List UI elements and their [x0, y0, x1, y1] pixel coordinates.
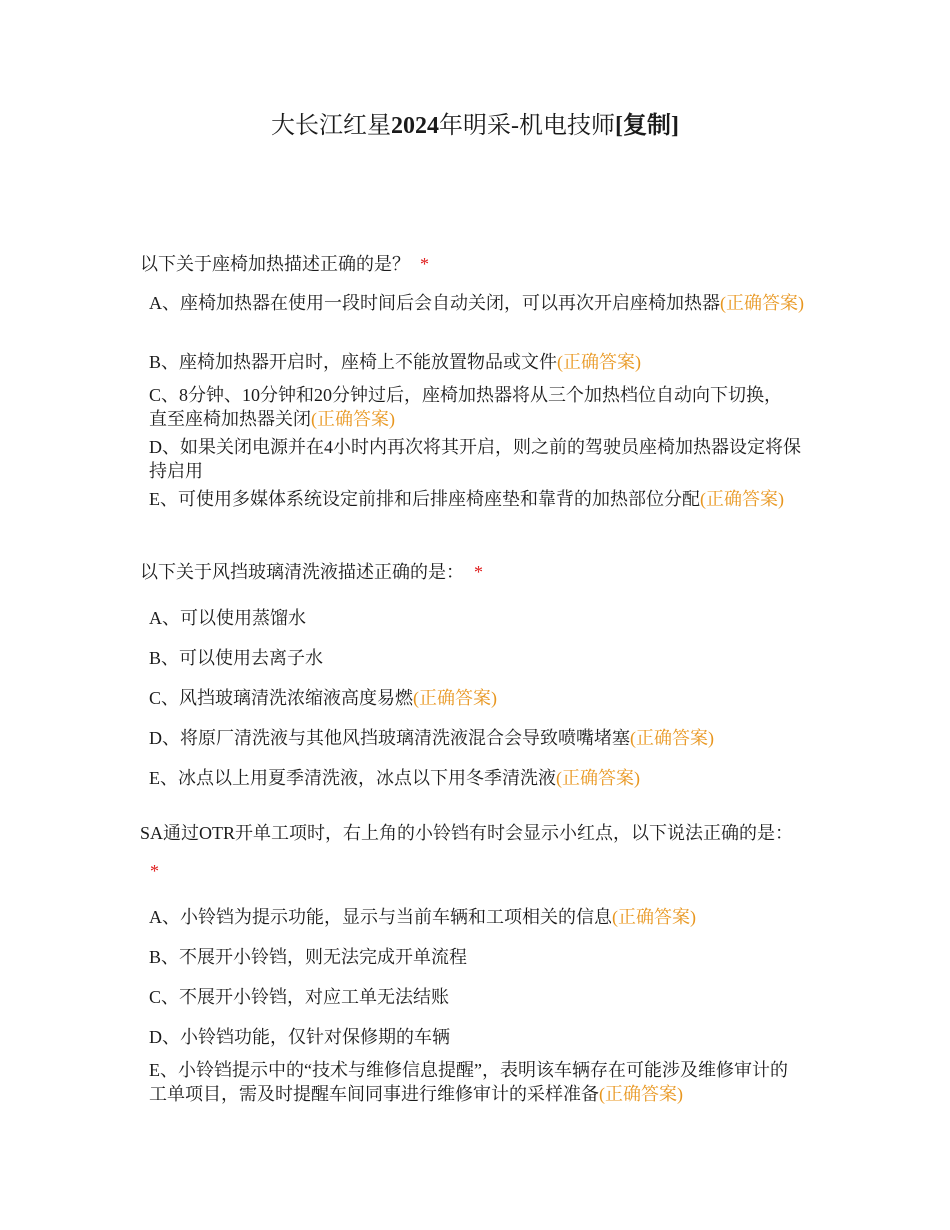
- required-mark: *: [150, 861, 159, 881]
- option-text: B、座椅加热器开启时，座椅上不能放置物品或文件: [149, 352, 558, 372]
- correct-answer-tag: (正确答案): [612, 907, 696, 927]
- question-text: SA通过OTR开单工项时，右上角的小铃铛有时会显示小红点，以下说法正确的是：: [140, 823, 794, 843]
- option-text: B、可以使用去离子水: [149, 648, 324, 668]
- option-text: A、座椅加热器在使用一段时间后会自动关闭，可以再次开启座椅加热器: [149, 293, 720, 313]
- option-1b[interactable]: [149, 350, 804, 374]
- required-mark: *: [420, 254, 429, 274]
- option-1c[interactable]: [149, 383, 789, 431]
- option-2c[interactable]: [149, 686, 804, 710]
- question-text: 以下关于风挡玻璃清洗液描述正确的是：: [140, 562, 464, 582]
- option-text: C、8分钟、10分钟和20分钟过后，座椅加热器将从三个加热档位自动向下切换，直至座椅加热器关闭: [149, 385, 783, 429]
- page-title: [0, 108, 950, 144]
- question-1: [140, 245, 800, 283]
- correct-answer-tag: (正确答案): [556, 768, 640, 788]
- correct-answer-tag: (正确答案): [311, 409, 395, 429]
- correct-answer-tag: (正确答案): [630, 728, 714, 748]
- option-3c[interactable]: [149, 985, 804, 1009]
- option-text: D、小铃铛功能，仅针对保修期的车辆: [149, 1027, 450, 1047]
- title-copy-tag: [复制]: [615, 113, 679, 139]
- correct-answer-tag: (正确答案): [413, 688, 498, 708]
- question-text: 以下关于座椅加热描述正确的是？: [140, 254, 410, 274]
- option-text: D、如果关闭电源并在4小时内再次将其开启，则之前的驾驶员座椅加热器设定将保持启用: [149, 437, 801, 481]
- title-part-2: 年明采-机电技师: [439, 113, 615, 139]
- option-2a[interactable]: [149, 606, 804, 630]
- option-text: A、小铃铛为提示功能，显示与当前车辆和工项相关的信息: [149, 907, 612, 927]
- option-text: C、不展开小铃铛，对应工单无法结账: [149, 987, 450, 1007]
- required-mark: *: [474, 562, 483, 582]
- question-3: [140, 814, 805, 890]
- option-text: A、可以使用蒸馏水: [149, 608, 306, 628]
- option-1a[interactable]: [149, 291, 804, 315]
- option-2e[interactable]: [149, 766, 804, 790]
- question-2: [140, 553, 800, 591]
- option-text: E、冰点以上用夏季清洗液，冰点以下用冬季清洗液: [149, 768, 556, 788]
- option-text: E、可使用多媒体系统设定前排和后排座椅座垫和靠背的加热部位分配: [149, 489, 700, 509]
- correct-answer-tag: (正确答案): [700, 489, 784, 509]
- option-text: D、将原厂清洗液与其他风挡玻璃清洗液混合会导致喷嘴堵塞: [149, 728, 630, 748]
- correct-answer-tag: (正确答案): [599, 1084, 683, 1104]
- option-2d[interactable]: [149, 726, 804, 750]
- option-text: C、风挡玻璃清洗浓缩液高度易燃: [149, 688, 414, 708]
- title-part-1: 大长江红星: [271, 113, 391, 139]
- option-1d[interactable]: [149, 435, 804, 483]
- option-3d[interactable]: [149, 1025, 804, 1049]
- option-3a[interactable]: [149, 905, 804, 929]
- correct-answer-tag: (正确答案): [720, 293, 804, 313]
- option-text: E、小铃铛提示中的“技术与维修信息提醒”，表明该车辆存在可能涉及维修审计的工单项目，需及时提醒车间同事进行维修审计的采样准备: [149, 1060, 788, 1104]
- option-2b[interactable]: [149, 646, 804, 670]
- title-year: 2024: [391, 113, 439, 139]
- option-3b[interactable]: [149, 945, 804, 969]
- option-1e[interactable]: [149, 487, 789, 511]
- option-text: B、不展开小铃铛，则无法完成开单流程: [149, 947, 468, 967]
- correct-answer-tag: (正确答案): [557, 352, 642, 372]
- option-3e[interactable]: [149, 1058, 804, 1106]
